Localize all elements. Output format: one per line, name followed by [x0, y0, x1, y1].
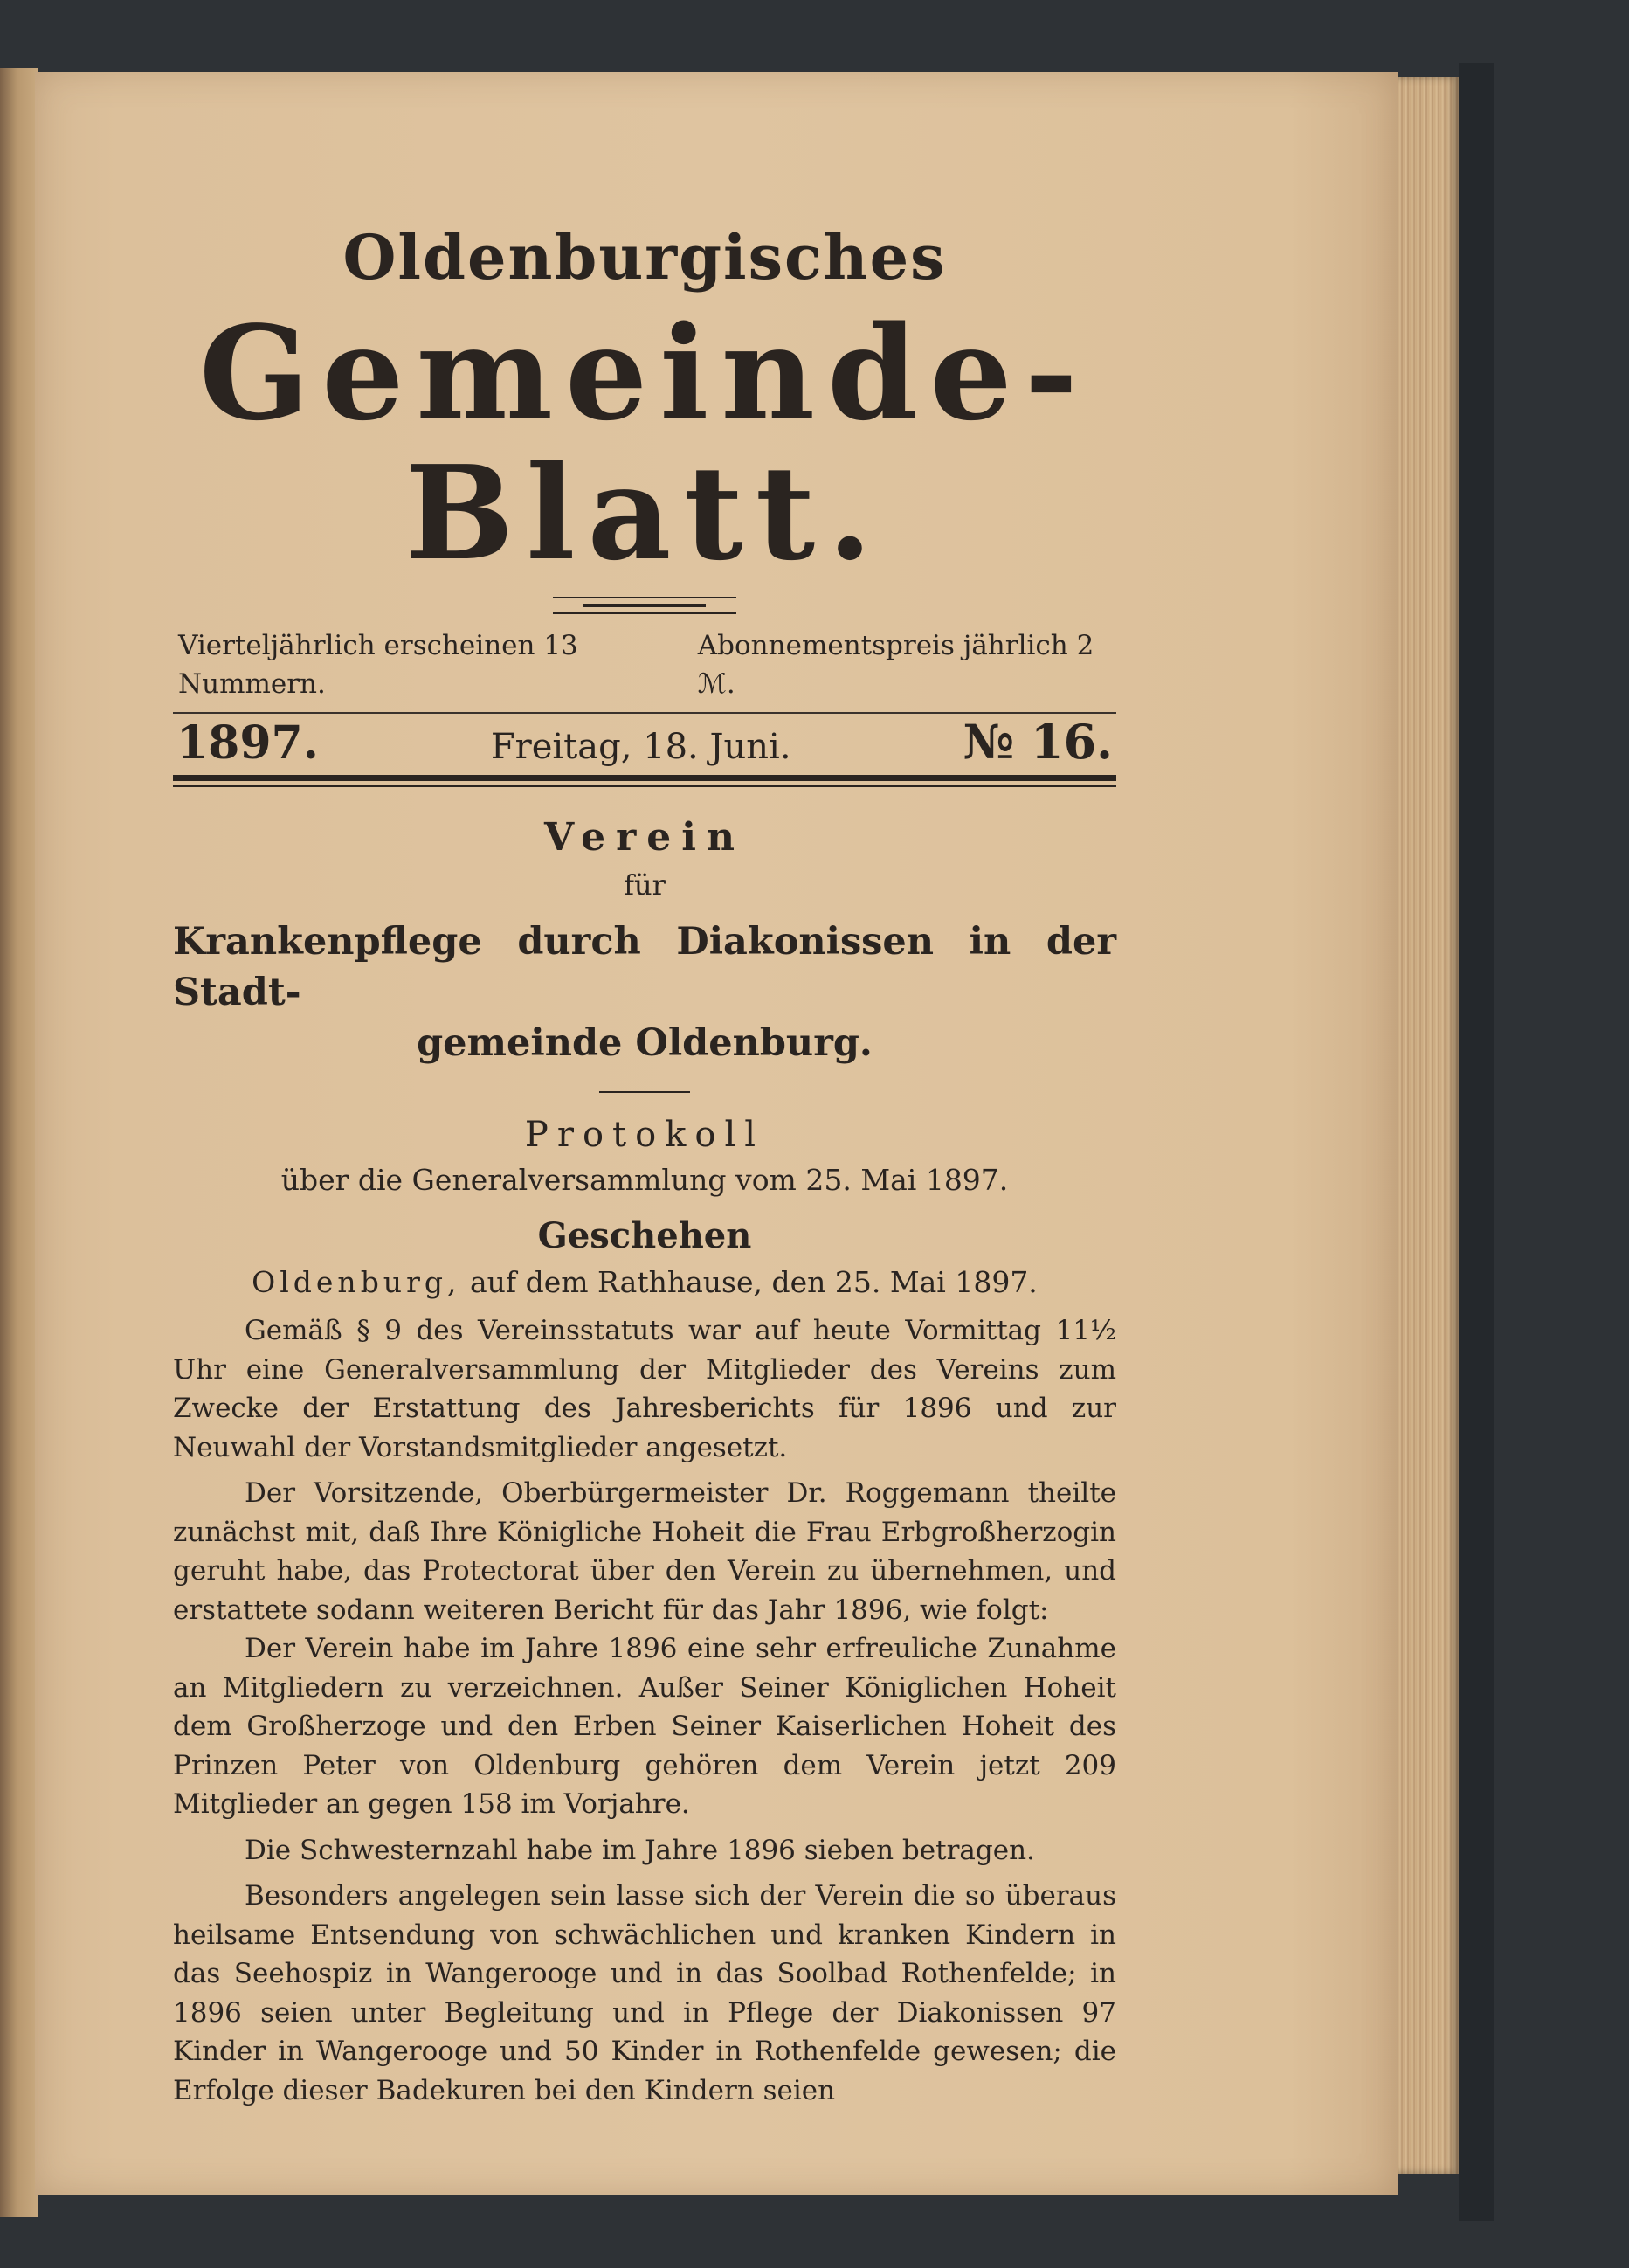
issue-dateline	[173, 714, 1116, 775]
paragraph: Der Verein habe im Jahre 1896 eine sehr erfreuliche Zunahme an Mitgliedern zu verzeichnen. Außer Seiner Königlichen Hoheit dem Großherzoge und den Erben Seiner Kaiserlichen Hoheit des Prinzen Peter von Oldenburg gehören dem Verein jetzt 209 Mitglieder an gegen 158 im Vorjahre.	[173, 1633, 1116, 1820]
protocol-title: Protokoll	[524, 1115, 765, 1155]
protocol-subtitle: über die Generalversammlung vom 25. Mai 1897.	[280, 1163, 1009, 1197]
subscription-line	[173, 626, 1116, 703]
issue-number: № 16.	[963, 714, 1113, 770]
divider	[173, 785, 1116, 787]
geschehen-heading: Geschehen	[537, 1215, 752, 1256]
masthead-title: Gemeinde-Blatt.	[198, 297, 1091, 589]
place-city: Oldenburg,	[252, 1265, 461, 1299]
article-heading-fuer: für	[624, 868, 666, 902]
article-heading-line2: gemeinde Oldenburg.	[417, 1021, 873, 1065]
issue-year: 1897.	[176, 716, 319, 770]
masthead-ornament	[173, 591, 1116, 621]
page-edges	[1398, 77, 1459, 2174]
paragraph: Der Vorsitzende, Oberbürgermeister Dr. Roggemann theilte zunächst mit, daß Ihre Königliche Hoheit die Frau Erbgroßherzogin geruht habe, das Protectorat über den Verein zu übernehmen, und erstattete sodann weiteren Bericht für das Jahr 1896, wie folgt:	[173, 1477, 1116, 1626]
masthead-line1: Oldenburgisches	[342, 221, 947, 294]
book-binding-left	[0, 68, 38, 2217]
issue-date: Freitag, 18. Juni.	[490, 727, 791, 767]
place-date-line	[173, 1261, 1116, 1304]
subscription-price: Abonnementspreis jährlich 2 ℳ.	[697, 630, 1094, 700]
page-content	[173, 223, 1116, 2110]
article-heading-line1: Krankenpflege durch Diakonissen in der Stadt-	[173, 920, 1116, 1014]
subscription-frequency: Vierteljährlich erscheinen 13 Nummern.	[178, 630, 578, 700]
divider-thick	[173, 775, 1116, 781]
paragraph: Gemäß § 9 des Vereinsstatuts war auf heute Vormittag 11½ Uhr eine Generalversammlung der Mitglieder des Vereins zum Zwecke der Erstattung des Jahresberichts für 1896 und zur Neuwahl der Vorstandsmitglieder angesetzt.	[173, 1315, 1116, 1463]
place-rest: auf dem Rathhause, den 25. Mai 1897.	[469, 1265, 1038, 1299]
paragraph: Die Schwesternzahl habe im Jahre 1896 sieben betragen.	[245, 1834, 1035, 1866]
article-heading-verein: Verein	[544, 815, 745, 860]
paragraph: Besonders angelegen sein lasse sich der Verein die so überaus heilsame Entsendung von schwächlichen und kranken Kindern in das Seehospiz in Wangerooge und in das Soolbad Rothenfelde; in 1896 seien unter Begleitung und in Pflege der Diakonissen 97 Kinder in Wangerooge und 50 Kinder in Rothenfelde gewesen; die Erfolge dieser Badekuren bei den Kindern seien	[173, 1880, 1116, 2106]
book-cover-right	[1459, 63, 1494, 2221]
section-divider	[599, 1091, 690, 1093]
